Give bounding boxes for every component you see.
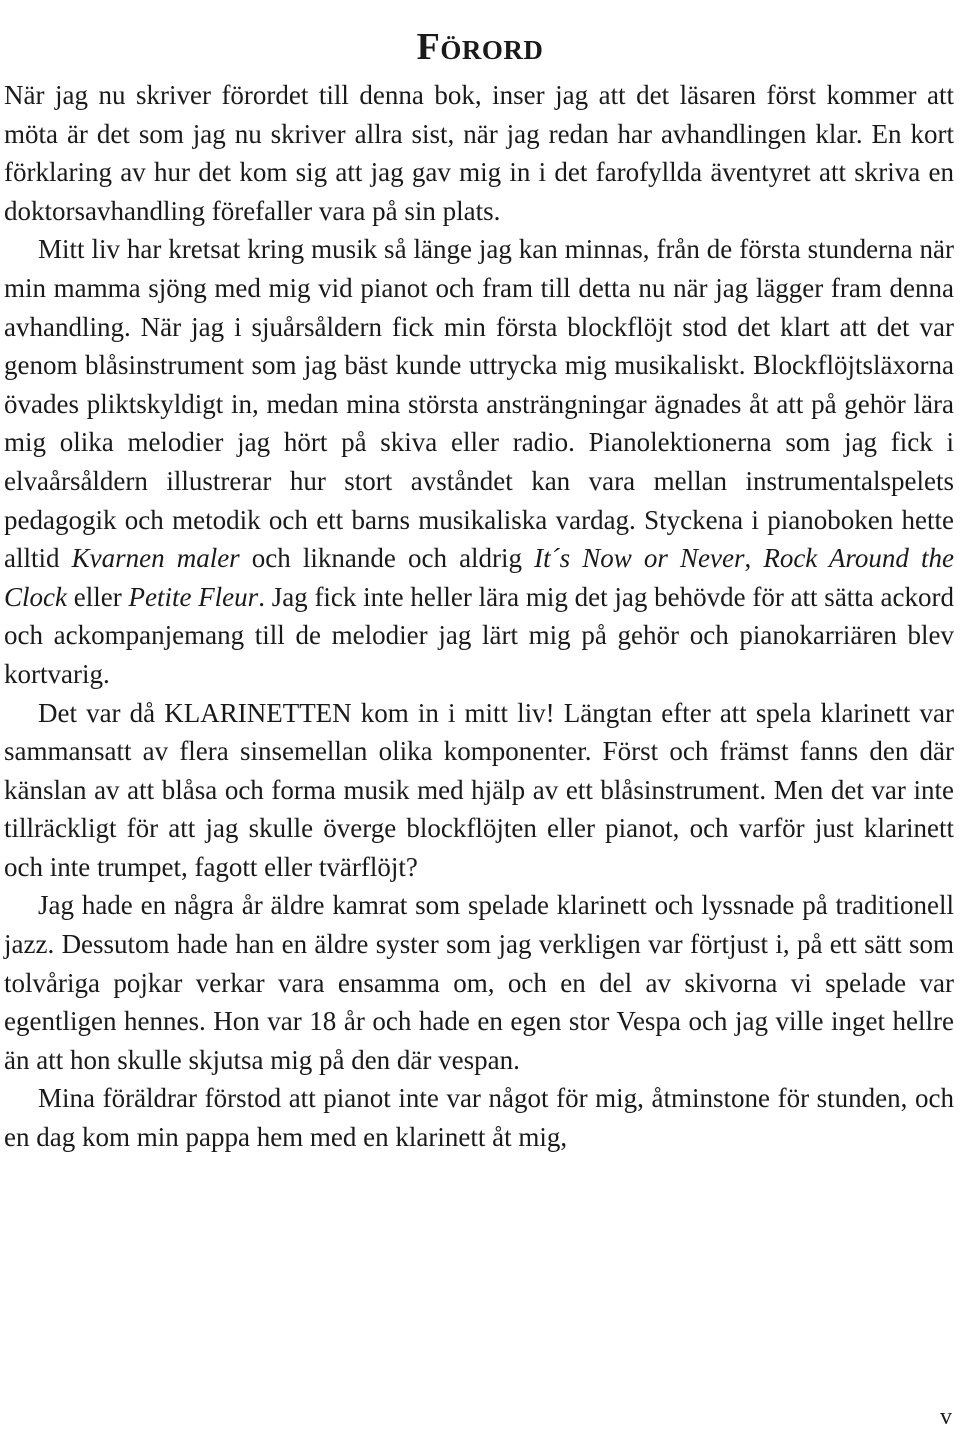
page-title: Förord	[416, 26, 544, 69]
text-run: och liknande och aldrig	[239, 543, 535, 574]
paragraph	[4, 230, 954, 693]
paragraph	[4, 694, 954, 887]
text-run: . Jag fick inte heller lära mig det jag behövde för att sätta ackord och ackompanjemang till de melodier jag lärt mig på gehör och pianokarriären blev kortvarig.	[4, 581, 955, 689]
text-run: ,	[744, 543, 764, 574]
paragraph	[4, 76, 954, 230]
italic-title: Petite Fleur	[128, 581, 259, 612]
italic-title: Kvarnen maler	[71, 543, 240, 574]
body-text	[4, 76, 954, 1157]
text-run: Mitt liv har kretsat kring musik så länge jag kan minnas, från de första stunderna när min mamma sjöng med mig vid pianot och fram till detta nu när jag lägger fram denna avhandling. När jag i sjuårsåldern fick min första blockflöjt stod det klart att det var genom blåsinstrument som jag bäst kunde uttrycka mig musikaliskt. Blockflöjtsläxorna övades pliktskyldigt in, medan mina största ansträngningar ägnades åt att på gehör lära mig olika melodier jag hört på skiva eller radio. Pianolektionerna som jag fick i elvaårsåldern illustrerar hur stort avståndet kan vara mellan instrumentalspelets pedagogik och metodik och ett barns musikaliska vardag. Styckena i pianoboken hette alltid	[4, 234, 954, 574]
italic-title: Rock Around the Clock	[4, 543, 954, 612]
text-run: Mina föräldrar förstod att pianot inte var något för mig, åtminstone för stunden, och en dag kom min pappa hem med en klarinett åt mig,	[4, 1083, 954, 1153]
paragraph	[4, 1079, 954, 1156]
text-run: När jag nu skriver förordet till denna bok, inser jag att det läsaren först kommer att möta är det som jag nu skriver allra sist, när jag redan har avhandlingen klar. En kort förklaring av hur det kom sig att jag gav mig in i det farofyllda äventyret att skriva en doktorsavhandling förefaller vara på sin plats.	[4, 80, 954, 226]
page-number: v	[940, 1404, 952, 1430]
paragraph	[4, 886, 954, 1079]
italic-title: It´s Now or Never	[534, 543, 745, 574]
text-run: Jag hade en några år äldre kamrat som spelade klarinett och lyssnade på traditionell jazz. Dessutom hade han en äldre syster som jag verkligen var förtjust i, på ett sätt som tolvåriga pojkar verkar vara ensamma om, och en del av skivorna vi spelade var egentligen hennes. Hon var 18 år och hade en egen stor Vespa och jag ville inget hellre än att hon skulle skjutsa mig på den där vespan.	[4, 890, 954, 1075]
text-run: Det var då KLARINETTEN kom in i mitt liv! Längtan efter att spela klarinett var sammansatt av flera sinsemellan olika komponenter. Först och främst fanns den där känslan av att blåsa och forma musik med hjälp av ett blåsinstrument. Men det var inte tillräckligt för att jag skulle överge blockflöjten eller pianot, och varför just klarinett och inte trumpet, fagott eller tvärflöjt?	[4, 697, 954, 882]
text-run: eller	[66, 581, 129, 612]
